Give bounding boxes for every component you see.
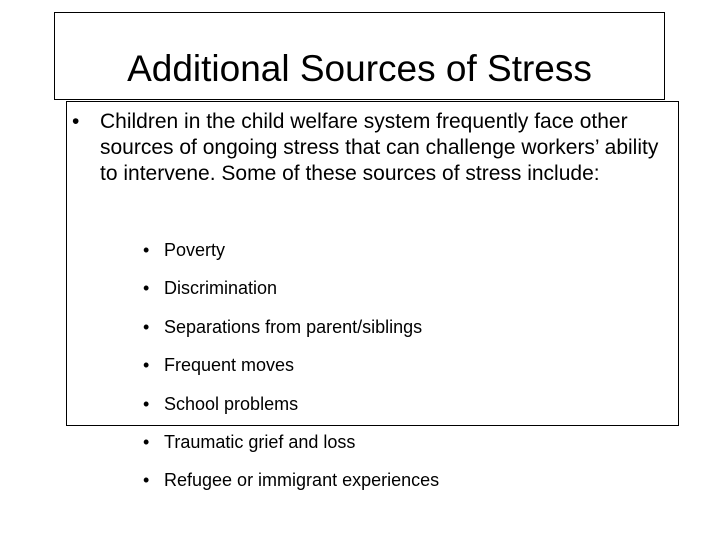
stress-sources-list — [143, 233, 439, 502]
bullet-icon: • — [143, 393, 150, 414]
bullet-icon: • — [143, 431, 150, 452]
list-item-label: Poverty — [164, 240, 226, 260]
list-item-label: Discrimination — [164, 278, 278, 299]
intro-paragraph — [72, 109, 672, 187]
list-item — [143, 387, 439, 425]
slide-title: Additional Sources of Stress — [127, 48, 592, 89]
list-item — [143, 310, 439, 348]
list-item-label: Frequent moves — [164, 355, 295, 376]
list-item — [143, 233, 439, 271]
intro-text: Children in the child welfare system frequently face other sources of ongoing stress that can challenge workers’ ability to intervene. Some of these sources of stress include: — [100, 110, 659, 185]
list-item-label: Separations from parent/siblings — [164, 316, 423, 337]
bullet-icon: • — [143, 355, 150, 376]
bullet-icon: • — [143, 470, 150, 491]
bullet-icon: • — [143, 316, 150, 337]
list-item-label: Refugee or immigrant experiences — [164, 470, 440, 491]
list-item — [143, 271, 439, 309]
list-item-label: School problems — [164, 393, 299, 414]
bullet-icon: • — [143, 240, 150, 260]
list-item — [143, 463, 439, 501]
list-item-label: Traumatic grief and loss — [164, 431, 356, 452]
list-item — [143, 425, 439, 463]
list-item — [143, 348, 439, 386]
title-box — [54, 12, 665, 100]
bullet-icon: • — [72, 110, 80, 133]
bullet-icon: • — [143, 278, 150, 299]
